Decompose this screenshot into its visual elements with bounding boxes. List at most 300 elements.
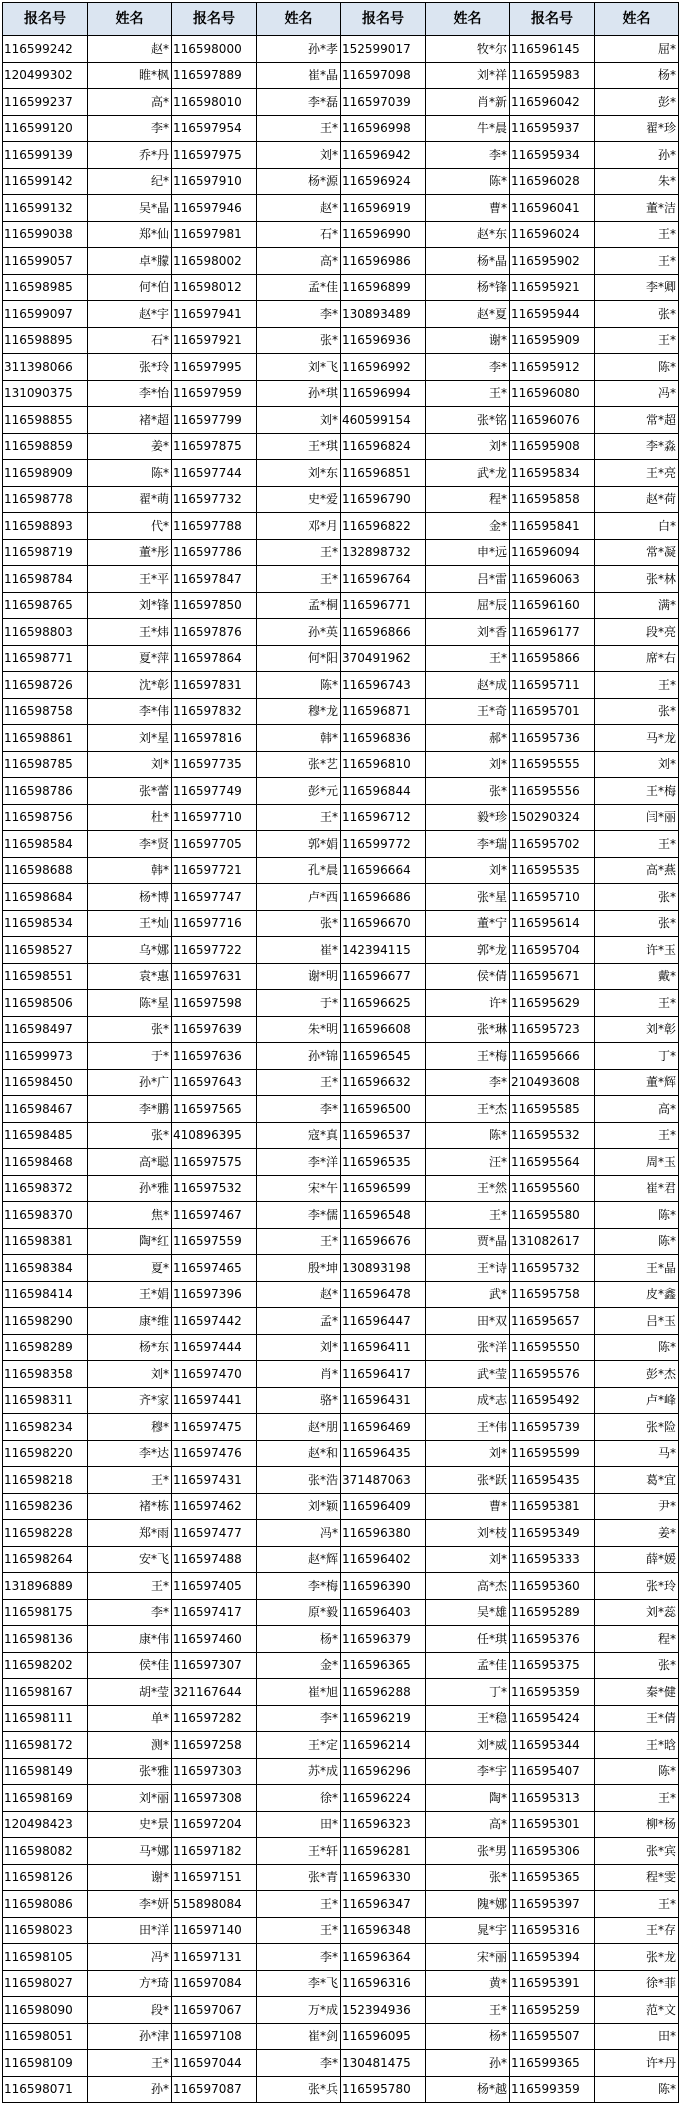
table-row	[3, 327, 679, 354]
name-cell: 张*铭	[426, 407, 510, 434]
name-cell: 贾*晶	[426, 1228, 510, 1255]
registration-number-cell: 116597735	[172, 751, 257, 778]
name-cell: 孙*广	[88, 1069, 172, 1096]
table-row	[3, 2050, 679, 2077]
registration-number-cell: 116598861	[3, 725, 88, 752]
table-row	[3, 1546, 679, 1573]
registration-number-cell: 116596990	[341, 221, 426, 248]
name-cell: 张*	[595, 884, 679, 911]
registration-number-cell: 116596632	[341, 1069, 426, 1096]
name-cell: 李*	[426, 142, 510, 169]
name-cell: 曹*	[426, 195, 510, 222]
name-cell: 秦*健	[595, 1679, 679, 1706]
name-cell: 刘*	[595, 751, 679, 778]
name-cell: 马*娜	[88, 1838, 172, 1865]
registration-number-cell: 116596500	[341, 1096, 426, 1123]
registration-number-cell: 116595550	[510, 1334, 595, 1361]
name-cell: 王*	[426, 1202, 510, 1229]
registration-number-cell: 116598136	[3, 1626, 88, 1653]
name-cell: 齐*家	[88, 1387, 172, 1414]
registration-number-cell: 116599057	[3, 248, 88, 275]
name-cell: 白*	[595, 513, 679, 540]
registration-number-cell: 116595394	[510, 1944, 595, 1971]
registration-number-cell: 116598584	[3, 831, 88, 858]
name-cell: 刘*	[426, 857, 510, 884]
table-body	[3, 36, 679, 2103]
registration-number-cell: 116596535	[341, 1149, 426, 1176]
name-cell: 刘*	[257, 407, 341, 434]
name-cell: 张*宾	[595, 1838, 679, 1865]
registration-number-cell: 116597876	[172, 619, 257, 646]
name-cell: 段*	[88, 1997, 172, 2024]
name-cell: 张*险	[595, 1414, 679, 1441]
name-cell: 李*	[88, 115, 172, 142]
registration-number-cell: 116596986	[341, 248, 426, 275]
table-row	[3, 1917, 679, 1944]
registration-number-cell: 116595435	[510, 1467, 595, 1494]
name-cell: 刘*	[88, 1361, 172, 1388]
table-row	[3, 725, 679, 752]
registration-number-cell: 116599142	[3, 168, 88, 195]
registration-number-cell: 116595424	[510, 1705, 595, 1732]
registration-number-cell: 116596545	[341, 1043, 426, 1070]
name-cell: 高*	[257, 248, 341, 275]
table-row	[3, 857, 679, 884]
table-row	[3, 36, 679, 63]
registration-number-cell: 116597444	[172, 1334, 257, 1361]
registration-number-cell: 116595560	[510, 1175, 595, 1202]
name-cell: 张*	[257, 910, 341, 937]
name-cell: 侯*佳	[88, 1652, 172, 1679]
name-cell: 李*	[257, 1705, 341, 1732]
registration-number-cell: 116595349	[510, 1520, 595, 1547]
table-row	[3, 990, 679, 1017]
name-cell: 李*贤	[88, 831, 172, 858]
registration-number-cell: 116598169	[3, 1785, 88, 1812]
registration-number-cell: 116595376	[510, 1626, 595, 1653]
registration-number-cell: 116597832	[172, 698, 257, 725]
registration-number-cell: 116595758	[510, 1281, 595, 1308]
table-row	[3, 1202, 679, 1229]
registration-number-cell: 116595359	[510, 1679, 595, 1706]
table-row	[3, 1467, 679, 1494]
registration-number-cell: 116597565	[172, 1096, 257, 1123]
registration-number-cell: 116595909	[510, 327, 595, 354]
registration-number-cell: 116599038	[3, 221, 88, 248]
name-cell: 李*达	[88, 1440, 172, 1467]
registration-number-cell: 116597131	[172, 1944, 257, 1971]
registration-number-cell: 116597098	[341, 62, 426, 89]
registration-number-cell: 515898084	[172, 1891, 257, 1918]
registration-number-cell: 116598109	[3, 2050, 88, 2077]
header-registration-number-2: 报名号	[172, 3, 257, 36]
table-row	[3, 937, 679, 964]
registration-number-cell: 116595921	[510, 274, 595, 301]
table-row	[3, 619, 679, 646]
registration-number-cell: 116598358	[3, 1361, 88, 1388]
registration-number-cell: 116596024	[510, 221, 595, 248]
name-cell: 姜*	[595, 1520, 679, 1547]
registration-number-cell: 116597477	[172, 1520, 257, 1547]
registration-number-cell: 116595585	[510, 1096, 595, 1123]
registration-number-cell: 116596041	[510, 195, 595, 222]
table-row	[3, 1785, 679, 1812]
name-cell: 孙*	[595, 142, 679, 169]
name-cell: 董*辉	[595, 1069, 679, 1096]
name-cell: 高*	[595, 1096, 679, 1123]
registration-number-cell: 116596478	[341, 1281, 426, 1308]
name-cell: 王*诗	[426, 1255, 510, 1282]
name-cell: 汪*	[426, 1149, 510, 1176]
name-cell: 许*	[426, 990, 510, 1017]
registration-number-cell: 116596919	[341, 195, 426, 222]
registration-number-cell: 116595313	[510, 1785, 595, 1812]
name-cell: 曹*	[426, 1493, 510, 1520]
name-cell: 黄*	[426, 1970, 510, 1997]
name-cell: 皮*鑫	[595, 1281, 679, 1308]
registration-number-cell: 116598859	[3, 433, 88, 460]
registration-number-cell: 116596608	[341, 1016, 426, 1043]
name-cell: 杨*越	[426, 2076, 510, 2103]
registration-number-cell: 116595671	[510, 963, 595, 990]
name-cell: 张*浩	[257, 1467, 341, 1494]
name-cell: 张*洋	[426, 1334, 510, 1361]
registration-number-cell: 116596296	[341, 1758, 426, 1785]
registration-number-cell: 116597460	[172, 1626, 257, 1653]
name-cell: 吴*晶	[88, 195, 172, 222]
name-cell: 陶*红	[88, 1228, 172, 1255]
registration-number-cell: 116597182	[172, 1838, 257, 1865]
name-cell: 刘*	[426, 433, 510, 460]
name-cell: 孙*津	[88, 2023, 172, 2050]
registration-number-cell: 116595701	[510, 698, 595, 725]
registration-number-cell: 116596145	[510, 36, 595, 63]
name-cell: 焦*	[88, 1202, 172, 1229]
name-cell: 邓*月	[257, 513, 341, 540]
registration-number-cell: 116597039	[341, 89, 426, 116]
registration-number-cell: 116596871	[341, 698, 426, 725]
enrollment-table-container	[2, 2, 679, 2103]
name-cell: 刘*星	[88, 725, 172, 752]
name-cell: 王*	[595, 1891, 679, 1918]
name-cell: 王*灿	[88, 910, 172, 937]
name-cell: 高*杰	[426, 1573, 510, 1600]
registration-number-cell: 116596160	[510, 592, 595, 619]
table-row	[3, 248, 679, 275]
table-row	[3, 1440, 679, 1467]
registration-number-cell: 116596417	[341, 1361, 426, 1388]
registration-number-cell: 116596844	[341, 778, 426, 805]
registration-number-cell: 116596080	[510, 380, 595, 407]
table-row	[3, 1679, 679, 1706]
registration-number-cell: 116597636	[172, 1043, 257, 1070]
registration-number-cell: 116596347	[341, 1891, 426, 1918]
registration-number-cell: 116598684	[3, 884, 88, 911]
name-cell: 王*然	[426, 1175, 510, 1202]
table-row	[3, 1334, 679, 1361]
registration-number-cell: 116595702	[510, 831, 595, 858]
name-cell: 许*玉	[595, 937, 679, 964]
name-cell: 马*龙	[595, 725, 679, 752]
table-row	[3, 221, 679, 248]
name-cell: 崔*君	[595, 1175, 679, 1202]
registration-number-cell: 116597476	[172, 1440, 257, 1467]
header-name-1: 姓名	[88, 3, 172, 36]
registration-number-cell: 116597067	[172, 1997, 257, 2024]
name-cell: 王*亮	[595, 460, 679, 487]
registration-number-cell: 116598784	[3, 566, 88, 593]
name-cell: 王*	[257, 1228, 341, 1255]
registration-number-cell: 116596824	[341, 433, 426, 460]
registration-number-cell: 116598289	[3, 1334, 88, 1361]
name-cell: 张*	[426, 1864, 510, 1891]
table-row	[3, 698, 679, 725]
registration-number-cell: 116597941	[172, 301, 257, 328]
name-cell: 史*景	[88, 1811, 172, 1838]
registration-number-cell: 116595657	[510, 1308, 595, 1335]
registration-number-cell: 131896889	[3, 1573, 88, 1600]
registration-number-cell: 152599017	[341, 36, 426, 63]
registration-number-cell: 116596771	[341, 592, 426, 619]
registration-number-cell: 116597475	[172, 1414, 257, 1441]
name-cell: 方*琦	[88, 1970, 172, 1997]
registration-number-cell: 116595711	[510, 672, 595, 699]
name-cell: 王*	[257, 1069, 341, 1096]
name-cell: 王*	[257, 539, 341, 566]
name-cell: 安*飞	[88, 1546, 172, 1573]
name-cell: 赵*	[257, 195, 341, 222]
registration-number-cell: 116598909	[3, 460, 88, 487]
registration-number-cell: 116596379	[341, 1626, 426, 1653]
name-cell: 褚*超	[88, 407, 172, 434]
name-cell: 张*跃	[426, 1467, 510, 1494]
table-row	[3, 1043, 679, 1070]
table-row	[3, 301, 679, 328]
registration-number-cell: 116597465	[172, 1255, 257, 1282]
registration-number-cell: 116598534	[3, 910, 88, 937]
name-cell: 满*	[595, 592, 679, 619]
registration-number-cell: 116595316	[510, 1917, 595, 1944]
table-row	[3, 1361, 679, 1388]
header-name-3: 姓名	[426, 3, 510, 36]
table-row	[3, 831, 679, 858]
registration-number-cell: 116597910	[172, 168, 257, 195]
name-cell: 刘*颖	[257, 1493, 341, 1520]
registration-number-cell: 116596281	[341, 1838, 426, 1865]
registration-number-cell: 116596899	[341, 274, 426, 301]
registration-number-cell: 116597303	[172, 1758, 257, 1785]
registration-number-cell: 116597308	[172, 1785, 257, 1812]
name-cell: 王*	[257, 115, 341, 142]
name-cell: 武*莹	[426, 1361, 510, 1388]
registration-number-cell: 116597850	[172, 592, 257, 619]
name-cell: 史*爱	[257, 486, 341, 513]
registration-number-cell: 116596822	[341, 513, 426, 540]
name-cell: 赵*辉	[257, 1546, 341, 1573]
registration-number-cell: 371487063	[341, 1467, 426, 1494]
name-cell: 刘*彰	[595, 1016, 679, 1043]
table-row	[3, 1281, 679, 1308]
name-cell: 田*洋	[88, 1917, 172, 1944]
registration-number-cell: 116597258	[172, 1732, 257, 1759]
name-cell: 冯*	[595, 380, 679, 407]
registration-number-cell: 116596851	[341, 460, 426, 487]
name-cell: 刘*东	[257, 460, 341, 487]
registration-number-cell: 116597441	[172, 1387, 257, 1414]
name-cell: 张*	[595, 698, 679, 725]
table-row	[3, 513, 679, 540]
registration-number-cell: 116597575	[172, 1149, 257, 1176]
name-cell: 王*娟	[88, 1281, 172, 1308]
table-row	[3, 566, 679, 593]
name-cell: 张*	[595, 301, 679, 328]
registration-number-cell: 116596214	[341, 1732, 426, 1759]
registration-number-cell: 116597921	[172, 327, 257, 354]
registration-number-cell: 116595375	[510, 1652, 595, 1679]
name-cell: 孙*雅	[88, 1175, 172, 1202]
name-cell: 赵*	[257, 1281, 341, 1308]
name-cell: 董*宁	[426, 910, 510, 937]
name-cell: 肖*新	[426, 89, 510, 116]
name-cell: 武*	[426, 1281, 510, 1308]
name-cell: 张*蕾	[88, 778, 172, 805]
name-cell: 王*	[426, 1997, 510, 2024]
registration-number-cell: 130893489	[341, 301, 426, 328]
name-cell: 翟*萌	[88, 486, 172, 513]
table-row	[3, 1255, 679, 1282]
name-cell: 高*	[426, 1811, 510, 1838]
name-cell: 李*飞	[257, 1970, 341, 1997]
table-row	[3, 645, 679, 672]
name-cell: 成*志	[426, 1387, 510, 1414]
registration-number-cell: 142394115	[341, 937, 426, 964]
registration-number-cell: 116596411	[341, 1334, 426, 1361]
registration-number-cell: 116595556	[510, 778, 595, 805]
registration-number-cell: 116595492	[510, 1387, 595, 1414]
registration-number-cell: 116596402	[341, 1546, 426, 1573]
name-cell: 王*	[257, 566, 341, 593]
registration-number-cell: 116599132	[3, 195, 88, 222]
name-cell: 睢*枫	[88, 62, 172, 89]
name-cell: 田*双	[426, 1308, 510, 1335]
name-cell: 王*平	[88, 566, 172, 593]
name-cell: 程*雯	[595, 1864, 679, 1891]
name-cell: 毅*珍	[426, 804, 510, 831]
name-cell: 牧*尔	[426, 36, 510, 63]
registration-number-cell: 116597467	[172, 1202, 257, 1229]
registration-number-cell: 116599242	[3, 36, 88, 63]
registration-number-cell: 116595736	[510, 725, 595, 752]
registration-number-cell: 116595360	[510, 1573, 595, 1600]
name-cell: 刘*丽	[88, 1785, 172, 1812]
registration-number-cell: 116595599	[510, 1440, 595, 1467]
name-cell: 崔*晶	[257, 62, 341, 89]
registration-number-cell: 116596790	[341, 486, 426, 513]
name-cell: 于*	[88, 1043, 172, 1070]
name-cell: 周*玉	[595, 1149, 679, 1176]
registration-number-cell: 116595507	[510, 2023, 595, 2050]
name-cell: 乔*丹	[88, 142, 172, 169]
name-cell: 乌*娜	[88, 937, 172, 964]
table-row	[3, 751, 679, 778]
name-cell: 王*奇	[426, 698, 510, 725]
registration-number-cell: 116598688	[3, 857, 88, 884]
registration-number-cell: 116595944	[510, 301, 595, 328]
registration-number-cell: 116598086	[3, 1891, 88, 1918]
registration-number-cell: 116598082	[3, 1838, 88, 1865]
name-cell: 韩*	[88, 857, 172, 884]
registration-number-cell: 116596042	[510, 89, 595, 116]
registration-number-cell: 116595580	[510, 1202, 595, 1229]
registration-number-cell: 116595397	[510, 1891, 595, 1918]
name-cell: 李*磊	[257, 89, 341, 116]
name-cell: 李*鹏	[88, 1096, 172, 1123]
name-cell: 赵*东	[426, 221, 510, 248]
name-cell: 崔*	[257, 937, 341, 964]
name-cell: 王*	[595, 248, 679, 275]
table-row	[3, 1599, 679, 1626]
name-cell: 李*	[426, 354, 510, 381]
name-cell: 张*	[595, 1652, 679, 1679]
registration-number-cell: 116595407	[510, 1758, 595, 1785]
registration-number-cell: 116598311	[3, 1387, 88, 1414]
registration-number-cell: 116597889	[172, 62, 257, 89]
name-cell: 崔*剑	[257, 2023, 341, 2050]
name-cell: 赵*朋	[257, 1414, 341, 1441]
registration-number-cell: 116598264	[3, 1546, 88, 1573]
registration-number-cell: 116595666	[510, 1043, 595, 1070]
name-cell: 李*伟	[88, 698, 172, 725]
registration-number-cell: 116597816	[172, 725, 257, 752]
name-cell: 李*梅	[257, 1573, 341, 1600]
name-cell: 李*瑞	[426, 831, 510, 858]
name-cell: 王*	[595, 221, 679, 248]
name-cell: 吕*玉	[595, 1308, 679, 1335]
registration-number-cell: 116596670	[341, 910, 426, 937]
name-cell: 牛*晨	[426, 115, 510, 142]
registration-number-cell: 116597639	[172, 1016, 257, 1043]
table-row	[3, 407, 679, 434]
name-cell: 何*伯	[88, 274, 172, 301]
registration-number-cell: 116597598	[172, 990, 257, 1017]
name-cell: 刘*	[257, 142, 341, 169]
registration-number-cell: 116598105	[3, 1944, 88, 1971]
name-cell: 彭*	[595, 89, 679, 116]
registration-number-cell: 116599772	[341, 831, 426, 858]
registration-number-cell: 116597981	[172, 221, 257, 248]
registration-number-cell: 116598758	[3, 698, 88, 725]
registration-number-cell: 116595381	[510, 1493, 595, 1520]
name-cell: 孔*晨	[257, 857, 341, 884]
name-cell: 田*	[595, 2023, 679, 2050]
name-cell: 张*龙	[595, 1944, 679, 1971]
registration-number-cell: 116597108	[172, 2023, 257, 2050]
table-row	[3, 486, 679, 513]
registration-number-cell: 116596537	[341, 1122, 426, 1149]
table-row	[3, 804, 679, 831]
registration-number-cell: 116595739	[510, 1414, 595, 1441]
name-cell: 沈*彰	[88, 672, 172, 699]
name-cell: 王*存	[595, 1917, 679, 1944]
registration-number-cell: 116595912	[510, 354, 595, 381]
registration-number-cell: 116595732	[510, 1255, 595, 1282]
name-cell: 王*晗	[595, 1732, 679, 1759]
name-cell: 张*	[88, 1122, 172, 1149]
registration-number-cell: 116595576	[510, 1361, 595, 1388]
table-row	[3, 672, 679, 699]
table-row	[3, 1069, 679, 1096]
name-cell: 陈*星	[88, 990, 172, 1017]
